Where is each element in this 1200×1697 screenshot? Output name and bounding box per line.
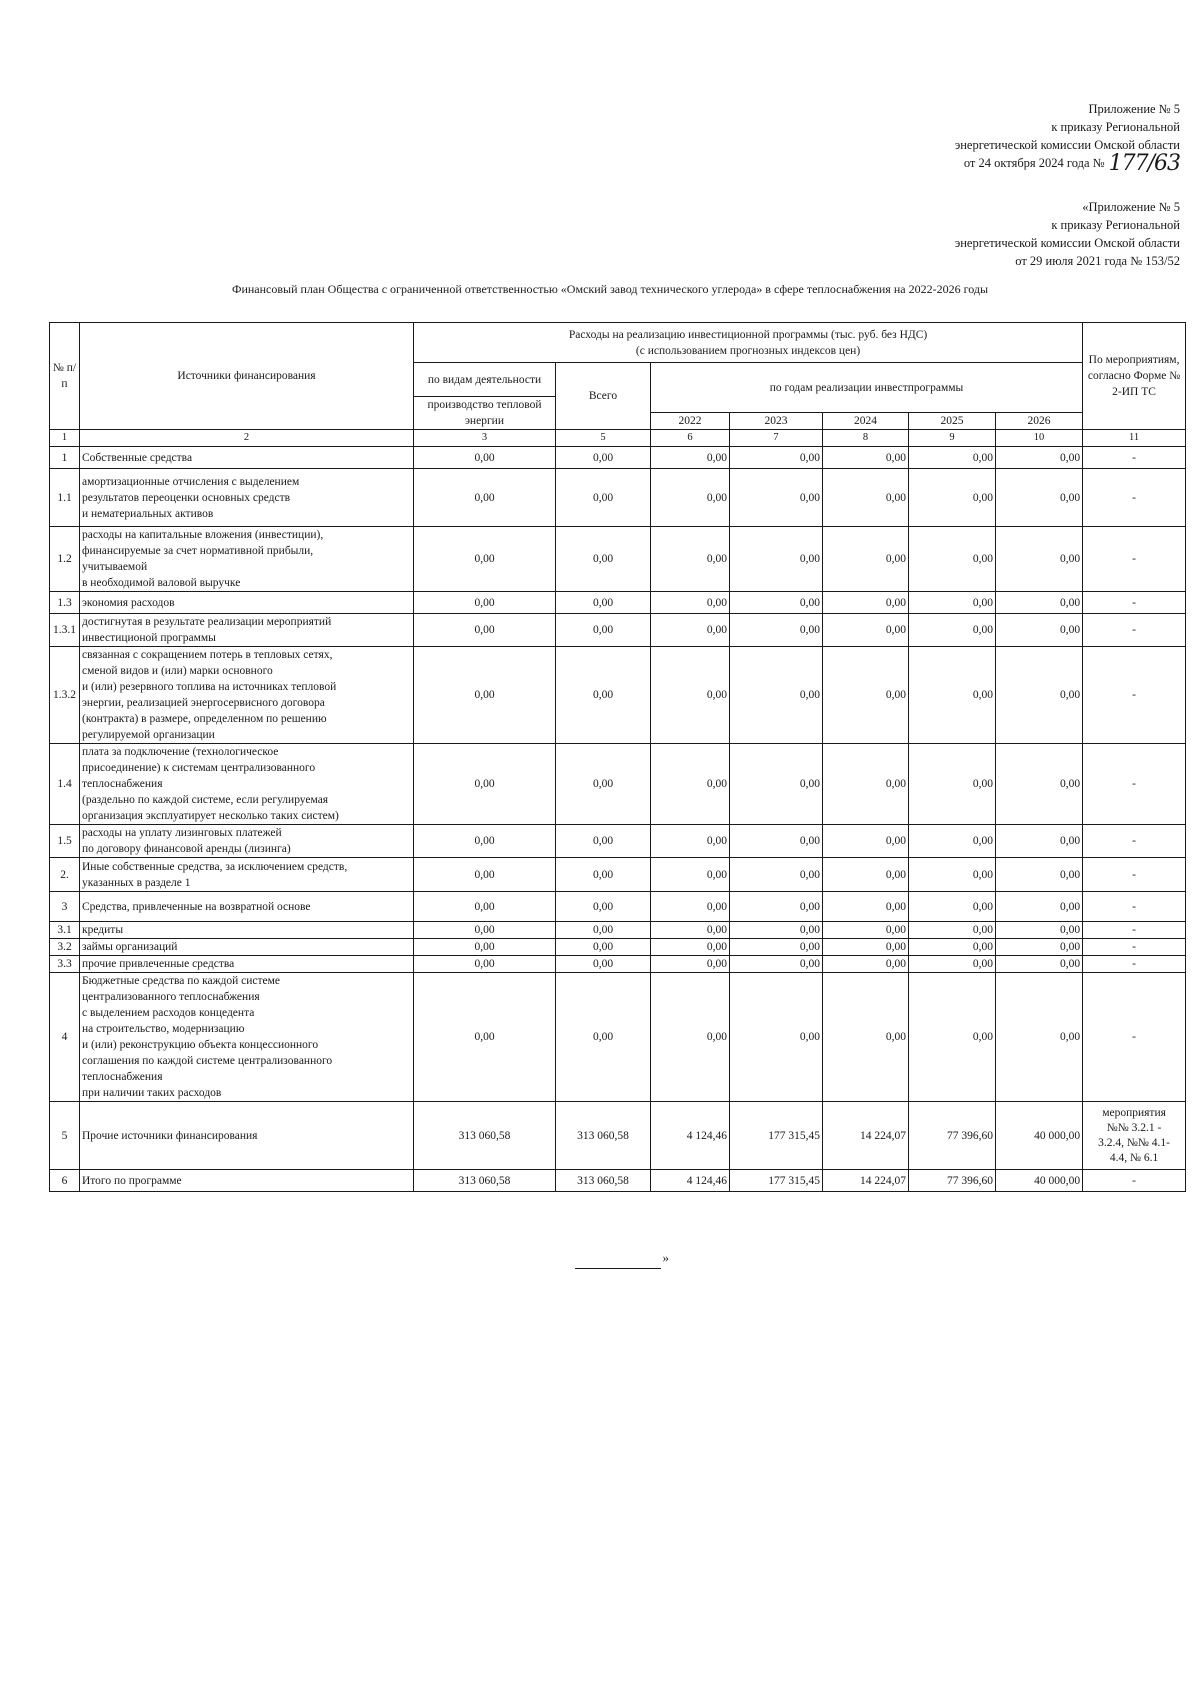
events-line: - xyxy=(1132,596,1136,609)
events-cell xyxy=(1083,1170,1186,1192)
row-number: 1.4 xyxy=(50,744,80,825)
source-name-line: и (или) резервного топлива на источниках тепловой xyxy=(82,681,337,693)
table-row xyxy=(50,973,1186,1102)
amount-cell: 0,00 xyxy=(909,825,996,858)
header-num: № п/п xyxy=(50,323,80,430)
amount-cell: 177 315,45 xyxy=(730,1170,823,1192)
source-name-line: с выделением расходов концедента xyxy=(82,1007,255,1019)
financial-plan-table xyxy=(49,322,1186,1192)
events-cell xyxy=(1083,939,1186,956)
column-number: 11 xyxy=(1083,430,1186,447)
source-name xyxy=(80,922,414,939)
row-number: 3 xyxy=(50,892,80,922)
column-number: 3 xyxy=(414,430,556,447)
source-name xyxy=(80,858,414,892)
amount-cell: 0,00 xyxy=(823,614,909,647)
amount-cell: 0,00 xyxy=(996,973,1083,1102)
amount-cell: 77 396,60 xyxy=(909,1102,996,1170)
source-name-line: по договору финансовой аренды (лизинга) xyxy=(82,843,291,855)
source-name xyxy=(80,527,414,592)
amount-cell: 0,00 xyxy=(909,973,996,1102)
amount-cell: 0,00 xyxy=(556,892,651,922)
source-name-line: расходы на капитальные вложения (инвестиции), xyxy=(82,529,324,541)
amount-cell: 0,00 xyxy=(730,592,823,614)
column-number: 5 xyxy=(556,430,651,447)
amount-cell: 0,00 xyxy=(651,647,730,744)
source-name-line: теплоснабжения xyxy=(82,1071,163,1083)
header-expenses xyxy=(414,323,1083,363)
header-line xyxy=(955,151,1180,176)
amount-cell: 0,00 xyxy=(651,614,730,647)
events-line: №№ 3.2.1 - xyxy=(1106,1121,1162,1134)
table-row xyxy=(50,469,1186,527)
amount-cell: 0,00 xyxy=(414,527,556,592)
source-name-line: сменой видов и (или) марки основного xyxy=(82,665,273,677)
amount-cell: 0,00 xyxy=(996,858,1083,892)
header-total: Всего xyxy=(556,363,651,430)
source-name-line: Иные собственные средства, за исключением средств, xyxy=(82,860,348,873)
column-number: 8 xyxy=(823,430,909,447)
amount-cell: 0,00 xyxy=(556,973,651,1102)
source-name-line: финансируемые за счет нормативной прибыли, xyxy=(82,545,314,557)
source-name-line: инвестиционой программы xyxy=(82,632,216,644)
column-number: 9 xyxy=(909,430,996,447)
amount-cell: 0,00 xyxy=(823,939,909,956)
events-cell xyxy=(1083,527,1186,592)
amount-cell: 0,00 xyxy=(823,469,909,527)
amount-cell: 0,00 xyxy=(730,744,823,825)
table-row xyxy=(50,858,1186,892)
amount-cell: 0,00 xyxy=(651,447,730,469)
source-name-line: связанная с сокращением потерь в тепловых сетях, xyxy=(82,649,333,661)
amount-cell: 0,00 xyxy=(909,922,996,939)
amount-cell: 77 396,60 xyxy=(909,1170,996,1192)
row-number: 1.2 xyxy=(50,527,80,592)
table-row xyxy=(50,447,1186,469)
closing-quote: » xyxy=(662,1250,669,1265)
amount-cell: 0,00 xyxy=(909,469,996,527)
events-line: - xyxy=(1132,868,1136,881)
source-name-line: соглашения по каждой системе централизованного xyxy=(82,1055,333,1067)
source-name-line: при наличии таких расходов xyxy=(82,1087,222,1099)
row-number: 1.1 xyxy=(50,469,80,527)
source-name-line: достигнутая в результате реализации мероприятий xyxy=(82,616,332,628)
header-by-years: по годам реализации инвестпрограммы xyxy=(651,363,1083,413)
amount-cell: 0,00 xyxy=(996,469,1083,527)
amount-cell: 0,00 xyxy=(651,973,730,1102)
events-cell xyxy=(1083,744,1186,825)
amount-cell: 0,00 xyxy=(651,956,730,973)
source-name-line: присоединение) к системам централизованного xyxy=(82,762,316,774)
amount-cell: 0,00 xyxy=(823,858,909,892)
events-line: - xyxy=(1132,1174,1136,1187)
events-line: - xyxy=(1132,689,1136,701)
source-name xyxy=(80,1170,414,1192)
source-name xyxy=(80,592,414,614)
amount-cell: 0,00 xyxy=(823,527,909,592)
amount-cell: 0,00 xyxy=(651,469,730,527)
amount-cell: 0,00 xyxy=(414,469,556,527)
amount-cell: 0,00 xyxy=(996,527,1083,592)
amount-cell: 0,00 xyxy=(414,592,556,614)
events-cell xyxy=(1083,469,1186,527)
header-year: 2025 xyxy=(909,413,996,430)
row-number: 5 xyxy=(50,1102,80,1170)
header-sources: Источники финансирования xyxy=(80,323,414,430)
amount-cell: 0,00 xyxy=(556,647,651,744)
events-cell xyxy=(1083,647,1186,744)
amount-cell: 313 060,58 xyxy=(414,1170,556,1192)
events-line: - xyxy=(1132,491,1136,504)
amount-cell: 0,00 xyxy=(556,527,651,592)
source-name-line: централизованного теплоснабжения xyxy=(82,991,260,1003)
source-name xyxy=(80,825,414,858)
events-cell xyxy=(1083,892,1186,922)
amount-cell: 0,00 xyxy=(996,892,1083,922)
source-name-line: регулируемой организации xyxy=(82,729,215,741)
table-row xyxy=(50,1102,1186,1170)
table-row xyxy=(50,922,1186,939)
amount-cell: 177 315,45 xyxy=(730,1102,823,1170)
source-name-line: на строительство, модернизацию xyxy=(82,1023,245,1035)
events-line: - xyxy=(1132,941,1136,953)
events-cell xyxy=(1083,592,1186,614)
amount-cell: 0,00 xyxy=(414,744,556,825)
amount-cell: 0,00 xyxy=(996,939,1083,956)
amount-cell: 0,00 xyxy=(651,858,730,892)
amount-cell: 4 124,46 xyxy=(651,1170,730,1192)
source-name xyxy=(80,614,414,647)
appendix-header-current xyxy=(954,100,1180,176)
events-line: 4.4, № 6.1 xyxy=(1109,1151,1159,1164)
amount-cell: 313 060,58 xyxy=(414,1102,556,1170)
row-number: 3.3 xyxy=(50,956,80,973)
amount-cell: 0,00 xyxy=(996,956,1083,973)
column-number: 10 xyxy=(996,430,1083,447)
header-events: По мероприятиям, согласно Форме № 2-ИП ТС xyxy=(1083,323,1186,430)
events-cell xyxy=(1083,447,1186,469)
source-name xyxy=(80,973,414,1102)
events-line: - xyxy=(1132,624,1136,636)
amount-cell: 0,00 xyxy=(414,922,556,939)
amount-cell: 14 224,07 xyxy=(823,1102,909,1170)
amount-cell: 0,00 xyxy=(823,922,909,939)
amount-cell: 0,00 xyxy=(556,469,651,527)
source-name xyxy=(80,447,414,469)
amount-cell: 0,00 xyxy=(556,447,651,469)
handwritten-order-number: 177/63 xyxy=(1108,151,1180,176)
amount-cell: 0,00 xyxy=(556,825,651,858)
events-line: - xyxy=(1132,451,1136,464)
amount-cell: 0,00 xyxy=(730,892,823,922)
table-row xyxy=(50,939,1186,956)
source-name xyxy=(80,469,414,527)
amount-cell: 0,00 xyxy=(414,614,556,647)
amount-cell: 0,00 xyxy=(730,614,823,647)
source-name xyxy=(80,956,414,973)
amount-cell: 0,00 xyxy=(996,922,1083,939)
source-name-line: плата за подключение (технологическое xyxy=(82,746,279,758)
amount-cell: 313 060,58 xyxy=(556,1102,651,1170)
row-number: 1 xyxy=(50,447,80,469)
amount-cell: 0,00 xyxy=(414,447,556,469)
source-name-line: займы организаций xyxy=(82,941,178,953)
row-number: 1.3.1 xyxy=(50,614,80,647)
row-number: 3.1 xyxy=(50,922,80,939)
header-line: от 29 июля 2021 года № 153/52 xyxy=(1015,254,1180,268)
events-line: 3.2.4, №№ 4.1- xyxy=(1098,1136,1170,1149)
events-line: - xyxy=(1132,553,1136,565)
events-cell xyxy=(1083,922,1186,939)
header-year: 2024 xyxy=(823,413,909,430)
amount-cell: 0,00 xyxy=(909,647,996,744)
table-body xyxy=(50,447,1186,1192)
column-number: 1 xyxy=(50,430,80,447)
table-row xyxy=(50,892,1186,922)
source-name-line: амортизационные отчисления с выделением xyxy=(82,475,300,488)
header-expenses-title: Расходы на реализацию инвестиционной программы (тыс. руб. без НДС) xyxy=(568,328,928,341)
events-cell xyxy=(1083,858,1186,892)
source-name-line: кредиты xyxy=(82,924,124,936)
header-year: 2023 xyxy=(730,413,823,430)
amount-cell: 0,00 xyxy=(651,922,730,939)
amount-cell: 0,00 xyxy=(556,858,651,892)
amount-cell: 0,00 xyxy=(414,647,556,744)
row-number: 6 xyxy=(50,1170,80,1192)
amount-cell: 0,00 xyxy=(909,744,996,825)
amount-cell: 0,00 xyxy=(730,939,823,956)
amount-cell: 0,00 xyxy=(651,939,730,956)
row-number: 3.2 xyxy=(50,939,80,956)
amount-cell: 0,00 xyxy=(823,892,909,922)
amount-cell: 0,00 xyxy=(730,922,823,939)
amount-cell: 40 000,00 xyxy=(996,1102,1083,1170)
amount-cell: 0,00 xyxy=(996,614,1083,647)
header-line: «Приложение № 5 xyxy=(1082,200,1180,214)
amount-cell: 0,00 xyxy=(651,892,730,922)
amount-cell: 0,00 xyxy=(909,939,996,956)
header-year: 2026 xyxy=(996,413,1083,430)
amount-cell: 0,00 xyxy=(996,592,1083,614)
closing-line xyxy=(575,1250,669,1269)
amount-cell: 0,00 xyxy=(556,744,651,825)
source-name-line: Прочие источники финансирования xyxy=(82,1129,258,1142)
amount-cell: 0,00 xyxy=(651,527,730,592)
amount-cell: 0,00 xyxy=(414,973,556,1102)
events-line: - xyxy=(1132,1031,1136,1043)
amount-cell: 0,00 xyxy=(556,922,651,939)
amount-cell: 0,00 xyxy=(823,956,909,973)
events-line: - xyxy=(1132,835,1136,847)
document-title: Финансовый план Общества с ограниченной ответственностью «Омский завод технического углерода» в сфере теплоснабжения на 2022-2026 годы xyxy=(231,282,989,296)
amount-cell: 0,00 xyxy=(909,858,996,892)
table-row xyxy=(50,527,1186,592)
events-cell xyxy=(1083,825,1186,858)
header-year: 2022 xyxy=(651,413,730,430)
source-name-line: Средства, привлеченные на возвратной основе xyxy=(82,900,311,913)
table-row xyxy=(50,1170,1186,1192)
source-name-line: экономия расходов xyxy=(82,596,175,609)
source-name-line: и (или) реконструкцию объекта концессионного xyxy=(82,1039,319,1051)
amount-cell: 40 000,00 xyxy=(996,1170,1083,1192)
amount-cell: 0,00 xyxy=(823,825,909,858)
amount-cell: 0,00 xyxy=(414,939,556,956)
table-row xyxy=(50,614,1186,647)
amount-cell: 0,00 xyxy=(730,647,823,744)
source-name xyxy=(80,939,414,956)
source-name-line: прочие привлеченные средства xyxy=(82,958,235,970)
amount-cell: 0,00 xyxy=(823,592,909,614)
amount-cell: 14 224,07 xyxy=(823,1170,909,1192)
amount-cell: 0,00 xyxy=(909,592,996,614)
source-name xyxy=(80,1102,414,1170)
amount-cell: 4 124,46 xyxy=(651,1102,730,1170)
events-line: мероприятия xyxy=(1102,1106,1166,1119)
header-heat-production: производство тепловой энергии xyxy=(414,397,556,430)
row-number: 1.3.2 xyxy=(50,647,80,744)
amount-cell: 0,00 xyxy=(730,956,823,973)
header-line: к приказу Региональной xyxy=(1051,120,1180,134)
table-row xyxy=(50,825,1186,858)
source-name-line: в необходимой валовой выручке xyxy=(82,577,241,589)
source-name-line: (раздельно по каждой системе, если регулируемая xyxy=(82,794,329,806)
table-row xyxy=(50,592,1186,614)
events-cell xyxy=(1083,1102,1186,1170)
amount-cell: 0,00 xyxy=(730,447,823,469)
column-number: 7 xyxy=(730,430,823,447)
amount-cell: 0,00 xyxy=(414,892,556,922)
header-expenses-note: (с использованием прогнозных индексов цен) xyxy=(635,344,861,357)
source-name-line: организация эксплуатирует несколько таких систем) xyxy=(82,810,339,822)
amount-cell: 0,00 xyxy=(651,744,730,825)
amount-cell: 0,00 xyxy=(996,447,1083,469)
row-number: 4 xyxy=(50,973,80,1102)
column-number: 6 xyxy=(651,430,730,447)
amount-cell: 0,00 xyxy=(730,527,823,592)
source-name xyxy=(80,744,414,825)
source-name-line: Собственные средства xyxy=(82,451,193,464)
header-line: энергетической комиссии Омской области xyxy=(954,138,1180,152)
source-name-line: и нематериальных активов xyxy=(82,507,214,520)
amount-cell: 0,00 xyxy=(909,527,996,592)
amount-cell: 0,00 xyxy=(730,858,823,892)
events-line: - xyxy=(1132,924,1136,936)
amount-cell: 0,00 xyxy=(823,647,909,744)
amount-cell: 0,00 xyxy=(909,614,996,647)
source-name-line: Бюджетные средства по каждой системе xyxy=(82,975,281,987)
amount-cell: 0,00 xyxy=(730,973,823,1102)
source-name-line: (контракта) в размере, определенном по решению xyxy=(82,713,327,725)
events-cell xyxy=(1083,973,1186,1102)
events-cell xyxy=(1083,614,1186,647)
amount-cell: 0,00 xyxy=(730,825,823,858)
amount-cell: 0,00 xyxy=(823,447,909,469)
header-line: к приказу Региональной xyxy=(1051,218,1180,232)
events-line: - xyxy=(1132,778,1136,790)
row-number: 1.5 xyxy=(50,825,80,858)
order-date: от 24 октября 2024 года № xyxy=(963,156,1105,170)
header-line: энергетической комиссии Омской области xyxy=(954,236,1180,250)
amount-cell: 0,00 xyxy=(414,825,556,858)
header-line: Приложение № 5 xyxy=(1088,102,1180,116)
amount-cell: 0,00 xyxy=(556,939,651,956)
amount-cell: 0,00 xyxy=(823,744,909,825)
amount-cell: 0,00 xyxy=(556,614,651,647)
amount-cell: 0,00 xyxy=(556,956,651,973)
header-by-activity: по видам деятельности xyxy=(414,363,556,397)
table-head xyxy=(50,323,1186,447)
amount-cell: 0,00 xyxy=(556,592,651,614)
source-name xyxy=(80,647,414,744)
amount-cell: 0,00 xyxy=(414,858,556,892)
row-number: 2. xyxy=(50,858,80,892)
row-number: 1.3 xyxy=(50,592,80,614)
amount-cell: 0,00 xyxy=(651,592,730,614)
source-name-line: теплоснабжения xyxy=(82,778,163,790)
amount-cell: 0,00 xyxy=(909,892,996,922)
events-line: - xyxy=(1132,958,1136,970)
amount-cell: 313 060,58 xyxy=(556,1170,651,1192)
events-line: - xyxy=(1132,900,1136,913)
amount-cell: 0,00 xyxy=(996,647,1083,744)
amount-cell: 0,00 xyxy=(909,447,996,469)
source-name-line: расходы на уплату лизинговых платежей xyxy=(82,827,282,839)
table-row xyxy=(50,956,1186,973)
source-name-line: Итого по программе xyxy=(82,1174,182,1187)
amount-cell: 0,00 xyxy=(909,956,996,973)
amount-cell: 0,00 xyxy=(651,825,730,858)
table-row xyxy=(50,744,1186,825)
source-name-line: указанных в разделе 1 xyxy=(82,876,191,889)
amount-cell: 0,00 xyxy=(996,825,1083,858)
appendix-header-original xyxy=(955,198,1180,270)
source-name-line: результатов переоценки основных средств xyxy=(82,491,291,504)
events-cell xyxy=(1083,956,1186,973)
table-row xyxy=(50,647,1186,744)
amount-cell: 0,00 xyxy=(823,973,909,1102)
amount-cell: 0,00 xyxy=(414,956,556,973)
source-name-line: учитываемой xyxy=(82,561,148,573)
column-number: 2 xyxy=(80,430,414,447)
amount-cell: 0,00 xyxy=(730,469,823,527)
source-name xyxy=(80,892,414,922)
source-name-line: энергии, реализацией энергосервисного договора xyxy=(82,697,325,709)
amount-cell: 0,00 xyxy=(996,744,1083,825)
